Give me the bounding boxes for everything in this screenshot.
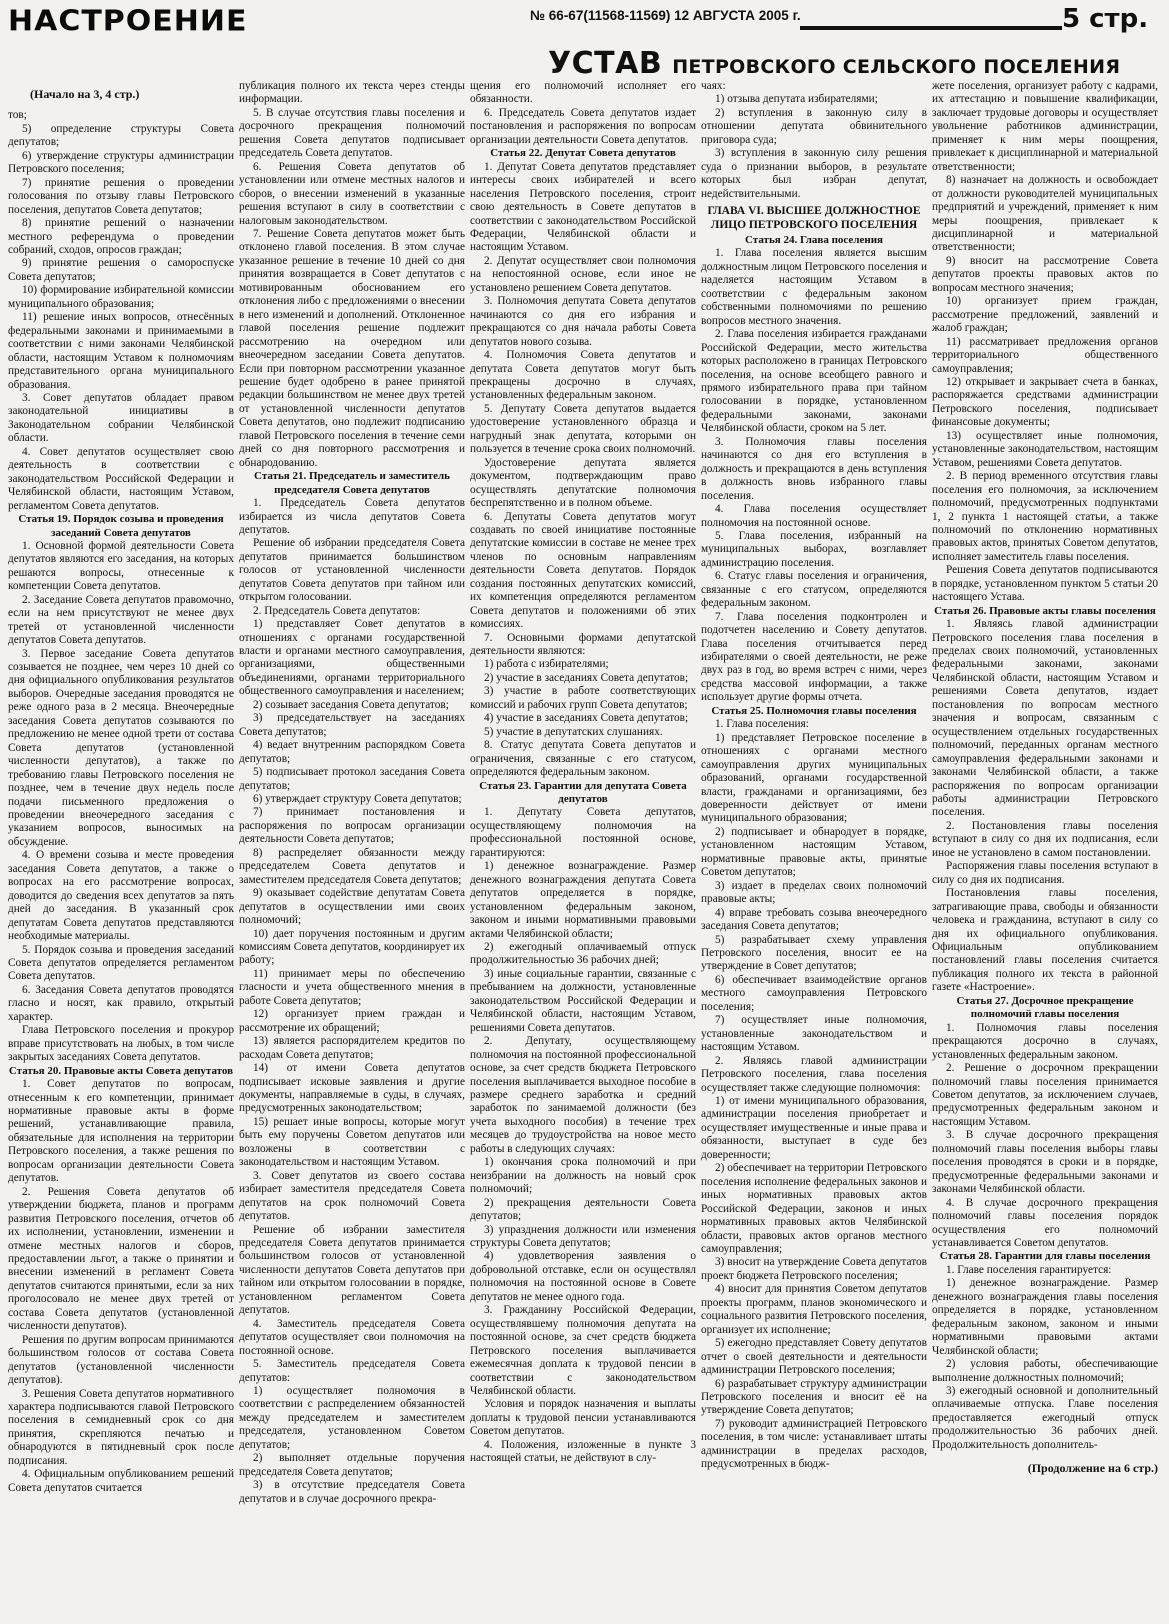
paragraph: 4. Полномочия Совета депутатов и депутата Совета депутатов могут быть прекращены досрочно в случаях, установленных федеральным законом. <box>470 349 696 402</box>
article-heading: Статья 25. Полномочия главы поселения <box>711 704 917 717</box>
masthead <box>0 0 1169 44</box>
paragraph: 6. Депутаты Совета депутатов могут создавать по своей инициативе постоянные депутатские комиссии в составе не менее трех членов по основным направлениям деятельности Совета депутатов. Порядок создания постоянных депутатских комиссий, их компетенция определяются регламентом Совета депутатов и положениями об этих комиссиях. <box>470 510 696 631</box>
paragraph: 3. Полномочия главы поселения начинаются со дня его вступления в должность и прекращаются в день вступления в должность вновь избранного главы поселения. <box>701 435 927 502</box>
paragraph: 5. Заместитель председателя Совета депутатов: <box>239 1358 465 1384</box>
paragraph: 1. Глава поселения: <box>715 718 809 731</box>
article-heading: Статья 22. Депутат Совета депутатов <box>490 147 676 160</box>
paragraph: 4) удовлетворения заявления о добровольной отставке, если он осуществлял полномочия на постоянной основе в Совете депутатов не менее одного года. <box>470 1250 696 1303</box>
paragraph: 5) разрабатывает схему управления Петровского поселения, вносит ее на утверждение в Совет депутатов; <box>701 933 927 973</box>
title-main: УСТАВ <box>548 46 663 81</box>
paragraph: Решения по другим вопросам принимаются большинством голосов от состава Совета депутатов (установленной численности депутатов). <box>8 1333 234 1387</box>
paragraph: 7) принимает постановления и распоряжения по вопросам организации деятельности Совета депутатов; <box>239 806 465 846</box>
paragraph: 4. Положения, изложенные в пункте 3 настоящей статьи, не действуют в слу- <box>470 1438 696 1465</box>
paragraph: 1) отзыва депутата избирателями; <box>715 93 878 106</box>
paragraph: 5) ежегодно представляет Совету депутатов отчет о своей деятельности и деятельности администрации Петровского поселения; <box>701 1337 927 1377</box>
paragraph: 4. Совет депутатов осуществляет свою деятельность в соответствии с законодательством Российской Федерации и Челябинской области, настоящим Уставом, регламентом Совета депутатов. <box>8 445 234 512</box>
paragraph: 1) представляет Петровское поселение в отношениях с органами местного самоуправления других муниципальных образований, органами государственной власти, гражданами и организациями, без доверенности действует от имени муниципального образования; <box>701 731 927 825</box>
paragraph: 4) участие в заседаниях Совета депутатов; <box>484 712 689 725</box>
article-heading: Статья 27. Досрочное прекращение полномочий главы поселения <box>956 994 1134 1021</box>
paragraph: 2) вступления в законную силу в отношении депутата обвинительного приговора суда; <box>701 106 927 146</box>
paragraph: жете поселения, организует работу с кадрами, их аттестацию и повышение квалификации, заключает трудовые договоры и осуществляет увольнение работников администрации, применяет к ним меры поощрения, привлекает к дисциплинарной и материальной ответственности; <box>932 80 1158 173</box>
paragraph: 10) дает поручения постоянным и другим комиссиям Совета депутатов, координирует их работу; <box>239 927 465 967</box>
paragraph: 2. Заседание Совета депутатов правомочно, если на нем присутствуют не менее двух третей от установленной численности депутатов Совета депутатов. <box>8 593 234 647</box>
paragraph: 8) распределяет обязанности между председателем Совета депутатов и заместителем председателя Совета депутатов; <box>239 846 465 886</box>
paragraph: 1) осуществляет полномочия в соответствии с распределением обязанностей между председателем и заместителем председателя, установленном Советом депутатов; <box>239 1384 465 1451</box>
paragraph: 3) председательствует на заседаниях Совета депутатов; <box>239 712 465 738</box>
paragraph: 11) принимает меры по обеспечению гласности и учета общественного мнения в работе Совета депутатов; <box>239 967 465 1007</box>
paragraph: 2) подписывает и обнародует в порядке, установленном настоящим Уставом, нормативные правовые акты, принятые Советом депутатов; <box>701 825 927 879</box>
paragraph: 13) является распорядителем кредитов по расходам Совета депутатов; <box>239 1035 465 1061</box>
paragraph: 2. Председатель Совета депутатов: <box>253 604 421 617</box>
paragraph: 2) участие в заседаниях Совета депутатов; <box>484 671 689 684</box>
paragraph: чаях: <box>701 80 726 92</box>
paragraph: 5) определение структуры Совета депутатов; <box>8 122 234 149</box>
paragraph: Удостоверение депутата является документом, подтверждающим право осуществлять депутатские полномочия беспрепятственно и в полном объеме. <box>470 456 696 510</box>
paragraph: 3. Решения Совета депутатов нормативного характера подписываются главой Петровского поселения в семидневный срок со дня принятия, скрепляются печатью и обнародуются в пятидневный срок после подписания. <box>8 1387 234 1467</box>
paragraph: 2. Решение о досрочном прекращении полномочий главы поселения принимается Советом депутатов, за исключением случаев, предусмотренных федеральным законом и настоящим Уставом. <box>932 1062 1158 1128</box>
paragraph: 4) вносит для принятия Советом депутатов проекты программ, планов экономического и социального развития Петровского поселения, организует их исполнение; <box>701 1283 927 1336</box>
paragraph: 14) от имени Совета депутатов подписывает исковые заявления и другие документы, направляемые в суды, в случаях, предусмотренных законодательством; <box>239 1062 465 1115</box>
paragraph: 2. Постановления главы поселения вступают в силу со дня их подписания, если иное не установлено в самом постановлении. <box>932 819 1158 859</box>
page-number: 5 стр. <box>1062 4 1149 34</box>
paragraph: 1. Полномочия главы поселения прекращаются досрочно в случаях, установленных федеральным законом. <box>932 1021 1158 1061</box>
paragraph: 3) упразднения должности или изменения структуры Совета депутатов; <box>470 1223 696 1249</box>
paragraph: 3) вносит на утверждение Совета депутатов проект бюджета Петровского поселения; <box>701 1256 927 1282</box>
paragraph: 6) обеспечивает взаимодействие органов местного самоуправления Петровского поселения; <box>701 973 927 1013</box>
paragraph: 7) осуществляет иные полномочия, установленные законодательством и настоящим Уставом. <box>701 1014 927 1054</box>
paragraph: 4) ведает внутренним распорядком Совета депутатов; <box>239 739 465 765</box>
paragraph: 2) созывает заседания Совета депутатов; <box>253 698 449 711</box>
title-sub: ПЕТРОВСКОГО СЕЛЬСКОГО ПОСЕЛЕНИЯ <box>672 56 1121 78</box>
paragraph: 7) принятие решения о проведении голосования по отзыву главы Петровского поселения, депутатов Совета депутатов; <box>8 176 234 216</box>
paragraph: 1. Основной формой деятельности Совета депутатов являются его заседания, на которых решаются вопросы, отнесенные к компетенции Совета депутатов. <box>8 539 234 593</box>
paragraph: Решения Совета депутатов подписываются в порядке, установленном пунктом 5 статьи 20 настоящего Устава. <box>932 564 1158 604</box>
paragraph: 10) формирование избирательной комиссии муниципального образования; <box>8 284 234 310</box>
continuation-note: (Начало на 3, 4 стр.) <box>30 87 140 101</box>
page-title <box>548 46 1120 81</box>
paragraph: 1) от имени муниципального образования, администрации поселения приобретает и осуществляет имущественные и иные права и обязанности, выступает в суде без доверенности; <box>701 1094 927 1161</box>
paragraph: 5) подписывает протокол заседания Совета депутатов; <box>239 766 465 792</box>
paragraph: 7. Основными формами депутатской деятельности являются: <box>470 631 696 658</box>
paragraph: Распоряжения главы поселения вступают в силу со дня их подписания. <box>932 860 1158 886</box>
column-3 <box>470 80 696 1620</box>
paragraph: 7) руководит администрацией Петровского поселения, в том числе: устанавливает штаты администрации в пределах расходов, предусмотренных в бюдж- <box>701 1417 927 1471</box>
issue-info: № 66-67(11568-11569) 12 АВГУСТА 2005 г. <box>530 8 801 23</box>
paragraph: 2. В период временного отсутствия главы поселения его полномочия, за исключением полномочий, предусмотренных подпунктами 1, 2 пункта 1 настоящей статьи, а также полномочий по отклонению нормативных правовых актов, принятых Советом депутатов, исполняет заместитель главы поселения. <box>932 470 1158 563</box>
paragraph: 13) осуществляет иные полномочия, установленные законодательством, настоящим Уставом, решениями Совета депутатов. <box>932 429 1158 469</box>
paragraph: 5. Депутату Совета депутатов выдается удостоверение установленного образца и нагрудный знак депутата, которыми он пользуется в течение срока своих полномочий. <box>470 402 696 456</box>
paragraph: 6. Решения Совета депутатов об установлении или отмене местных налогов и сборов, о внесении изменений в указанные решения вступают в силу в соответствии с налоговым законодательством. <box>239 160 465 227</box>
paragraph: 11) решение иных вопросов, отнесённых федеральными законами и принимаемыми в соответствии с ними законами Челябинской области, настоящим Уставом к полномочиям представительного органа муниципального образования. <box>8 311 234 391</box>
paragraph: щения его полномочий исполняет его обязанности. <box>470 80 696 106</box>
paragraph: Глава Петровского поселения и прокурор вправе присутствовать на любых, в том числе закрытых заседаниях Совета депутатов. <box>8 1024 234 1064</box>
paragraph: 3) издает в пределах своих полномочий правовые акты; <box>701 879 927 906</box>
paragraph: 3) участие в работе соответствующих комиссий и рабочих групп Совета депутатов; <box>470 685 696 711</box>
article-heading: Статья 21. Председатель и заместитель председателя Совета депутатов <box>254 470 450 496</box>
paragraph: 6) утверждает структуру Совета депутатов; <box>253 793 462 806</box>
paragraph: 1. Главе поселения гарантируется: <box>946 1263 1112 1276</box>
paragraph: 4. О времени созыва и месте проведения заседания Совета депутатов, а также о вопросах на его рассмотрение вопросах, доводится до сведения всех депутатов за пять дней до заседания. В указанный срок депутатам Совета депутатов представляются необходимые материалы. <box>8 849 234 943</box>
paragraph: 1) денежное вознаграждение. Размер денежного вознаграждения главы поселения определяется в порядке, установленном федеральным законом, законом и иными нормативными правовыми актами Челябинской области; <box>932 1277 1158 1357</box>
paragraph: 3. В случае досрочного прекращения полномочий главы поселения выборы главы поселения проводятся в сроки и в порядке, предусмотренные федеральными законами и законами Челябинской области. <box>932 1129 1158 1196</box>
paragraph: тов; <box>8 109 27 122</box>
paragraph: 2) выполняет отдельные поручения председателя Совета депутатов; <box>239 1452 465 1478</box>
paragraph: публикация полного их текста через стенды информации. <box>239 80 465 106</box>
paragraph: 11) рассматривает предложения органов территориального общественного самоуправления; <box>932 335 1158 375</box>
paragraph: 10) организует прием граждан, рассмотрение предложений, заявлений и жалоб граждан; <box>932 295 1158 335</box>
paragraph: 2) прекращения деятельности Совета депутатов; <box>470 1196 696 1223</box>
paragraph: Решение об избрании заместителя председателя Совета депутатов принимается большинством голосов от установленной численности депутатов Совета депутатов при тайном или открытом голосовании в порядке, установленном регламентом Совета депутатов. <box>239 1223 465 1317</box>
paragraph: 2) ежегодный оплачиваемый отпуск продолжительностью 36 рабочих дней; <box>470 941 696 967</box>
paragraph: 2. Депутат осуществляет свои полномочия на непостоянной основе, если иное не установлено решением Совета депутатов. <box>470 254 696 294</box>
chapter-heading: ГЛАВА VI. ВЫСШЕЕ ДОЛЖНОСТНОЕ ЛИЦО ПЕТРОВСКОГО ПОСЕЛЕНИЯ <box>707 205 921 231</box>
article-heading: Статья 20. Правовые акты Совета депутатов <box>8 1064 234 1077</box>
newspaper-name: НАСТРОЕНИЕ <box>8 4 248 39</box>
paragraph: 7. Решение Совета депутатов может быть отклонено главой поселения. В этом случае указанное решение в течение 10 дней со дня принятия возвращается в Совет депутатов с мотивированным обоснованием его отклонения либо с предложениями о внесении в него изменений и дополнений. Отклоненное главой поселения решение подлежит рассмотрению на очередном или внеочередном заседании Совета депутатов. Если при повторном рассмотрении указанное решение будет одобрено в ранее принятой редакции большинством не менее двух третей от установленной численности депутатов Совета депутатов, оно подлежит подписанию главой Петровского поселения в течение семи дней со дня повторного рассмотрения и обнародованию. <box>239 227 465 469</box>
paragraph: 1) работа с избирателями; <box>484 658 609 671</box>
paragraph: 3. Гражданину Российской Федерации, осуществлявшему полномочия депутата на постоянной основе, за счет средств бюджета Петровского поселения выплачивается ежемесячная доплата к трудовой пенсии в соответствии с законодательством Челябинской области. <box>470 1304 696 1397</box>
paragraph: Постановления главы поселения, затрагивающие права, свободы и обязанности человека и гражданина, вступают в силу со дня их официального опубликования. Официальным опубликованием постановлений главы поселения считается публикация полного их текста в районной газете «Настроение». <box>932 887 1158 994</box>
paragraph: 4. В случае досрочного прекращения полномочий главы поселения порядок осуществления его полномочий устанавливается Советом депутатов. <box>932 1196 1158 1249</box>
paragraph: 2. Депутату, осуществляющему полномочия на постоянной профессиональной основе, за счет средств бюджета Петровского поселения выплачивается выходное пособие в размере среднего заработка и средний заработок по занимаемой должности (без учета выходного пособия) в течение трех месяцев до трудоустройства на новое место работы в следующих случаях: <box>470 1035 696 1155</box>
paragraph: 6. Статус главы поселения и ограничения, связанные с его статусом, определяются федеральным законом. <box>701 570 927 610</box>
paragraph: 12) открывает и закрывает счета в банках, распоряжается средствами администрации Петровского поселения, подписывает финансовые документы; <box>932 375 1158 429</box>
paragraph: 1. Депутат Совета депутатов представляет интересы своих избирателей и всего населения Петровского поселения, строит свою деятельность в Совете депутатов в соответствии с законодательством Российской Федерации, Челябинской области и настоящим Уставом. <box>470 160 696 254</box>
paragraph: 1. Депутату Совета депутатов, осуществляющему полномочия на профессиональной постоянной основе, гарантируются: <box>470 806 696 859</box>
paragraph: 2) обеспечивает на территории Петровского поселения исполнение федеральных законов и иных нормативных правовых актов Российской Федерации, законов и иных нормативных правовых актов Челябинской области, правовых актов органов местного самоуправления; <box>701 1162 927 1255</box>
paragraph: 4. Официальным опубликованием решений Совета депутатов считается <box>8 1468 234 1494</box>
paragraph: 5. Порядок созыва и проведения заседаний Совета депутатов определяется регламентом Совета депутатов. <box>8 943 234 983</box>
paragraph: 1. Председатель Совета депутатов избирается из числа депутатов Совета депутатов. <box>239 497 465 536</box>
paragraph: 3) ежегодный основной и дополнительный оплачиваемые отпуска. Главе поселения предоставляется ежегодный отпуск продолжительностью 36 рабочих дней. Продолжительность дополнитель- <box>932 1384 1158 1451</box>
paragraph: 9) вносит на рассмотрение Совета депутатов проекты правовых актов по вопросам местного значения; <box>932 254 1158 294</box>
paragraph: 3) в отсутствие председателя Совета депутатов и в случае досрочного прекра- <box>239 1479 465 1505</box>
column-5 <box>932 80 1158 1620</box>
paragraph: Условия и порядок назначения и выплаты доплаты к трудовой пенсии устанавливаются Советом депутатов. <box>470 1398 696 1438</box>
paragraph: 4. Глава поселения осуществляет полномочия на постоянной основе. <box>701 503 927 529</box>
paragraph: 7. Глава поселения подконтролен и подотчетен населению и Совету депутатов. Глава поселения отчитывается перед избирателями о своей деятельности, не реже двух раз в год, во время встреч с ними, через средства массовой информации, а также использует другие формы отчета. <box>701 610 927 704</box>
paragraph: 3) иные социальные гарантии, связанные с пребыванием на должности, установленные законодательством Российской Федерации и Челябинской области, настоящим Уставом, решениями Совета депутатов. <box>470 967 696 1034</box>
paragraph: 2. Являясь главой администрации Петровского поселения, глава поселения осуществляет также следующие полномочия: <box>701 1054 927 1094</box>
article-heading: Статья 28. Гарантии для главы поселения <box>939 1250 1151 1263</box>
article-heading: Статья 24. Глава поселения <box>744 233 883 246</box>
paragraph: 8) назначает на должность и освобождает от должности руководителей муниципальных предприятий и учреждений, применяет к ним меры поощрения, привлекает к дисциплинарной и материальной ответственности; <box>932 174 1158 254</box>
paragraph: 1. Глава поселения является высшим должностным лицом Петровского поселения и наделяется настоящим Уставом в соответствии с федеральным законом собственными полномочиями по решению вопросов местного значения. <box>701 247 927 327</box>
paragraph: 3. Полномочия депутата Совета депутатов начинаются со дня его избрания и прекращаются со дня начала работы Совета депутатов нового созыва. <box>470 295 696 348</box>
paragraph: 1. Совет депутатов по вопросам, отнесенным к его компетенции, принимает нормативные правовые акты в форме решений, устанавливающие правила, обязательные для исполнения на территории Петровского поселения, а также решения по вопросам организации деятельности Совета депутатов. <box>8 1078 234 1185</box>
paragraph: 6. Заседания Совета депутатов проводятся гласно и носят, как правило, открытый характер. <box>8 983 234 1023</box>
paragraph: 2. Решения Совета депутатов об утверждении бюджета, планов и программ развития Петровского поселения, отчетов об их исполнении, установлении, изменении и отмене местных налогов и сборов, предоставлении льгот, а также о принятии и внесении изменений в регламент Совета депутатов считаются принятыми, если за них проголосовало не менее двух третей от состава Совета депутатов (установленной численности депутатов). <box>8 1185 234 1333</box>
paragraph: 8) принятие решений о назначении местного референдума о проведении собраний, сходов, опросов граждан; <box>8 217 234 256</box>
paragraph: 5. В случае отсутствия главы поселения и досрочного прекращения полномочий решения Совета депутатов подписывает председатель Совета депутатов. <box>239 106 465 160</box>
article-heading: Статья 23. Гарантии для депутата Совета депутатов <box>479 779 687 806</box>
paragraph: 1) представляет Совет депутатов в отношениях с органами государственной власти и органами местного самоуправления, организациями, общественными объединениями, органами территориального общественного самоуправления и населением; <box>239 618 465 698</box>
paragraph: 1) денежное вознаграждение. Размер денежного вознаграждения депутата Совета депутатов определяется в порядке, установленном федеральным законом, законом и иными нормативными правовыми актами Челябинской области; <box>470 860 696 940</box>
header-rule <box>800 26 1062 30</box>
paragraph: 9) принятие решения о самороспуске Совета депутатов; <box>8 257 234 283</box>
paragraph: 8. Статус депутата Совета депутатов и ограничения, связанные с его статусом, определяются федеральным законом. <box>470 739 696 779</box>
paragraph: 3. Совет депутатов из своего состава избирает заместителя председателя Совета депутатов на срок полномочий Совета депутатов. <box>239 1169 465 1223</box>
column-1 <box>8 80 234 1620</box>
article-heading: Статья 26. Правовые акты главы поселения <box>934 604 1156 617</box>
continuation-note: (Продолжение на 6 стр.) <box>1027 1461 1158 1476</box>
paragraph: 12) организует прием граждан и рассмотрение их обращений; <box>239 1008 465 1034</box>
paragraph: 2) условия работы, обеспечивающие выполнение должностных полномочий; <box>932 1358 1158 1384</box>
paragraph: 5. Глава поселения, избранный на муниципальных выборах, возглавляет администрацию поселения. <box>701 529 927 569</box>
paragraph: 2. Глава поселения избирается гражданами Российской Федерации, место жительства которых расположено в границах Петровского поселения, на основе всеобщего равного и прямого избирательного права при тайном голосовании в порядке, установленном федеральными законами, законами Челябинской области, сроком на 5 лет. <box>701 328 927 435</box>
paragraph: 6. Председатель Совета депутатов издает постановления и распоряжения по вопросам организации деятельности Совета депутатов. <box>470 106 696 146</box>
paragraph: Решение об избрании председателя Совета депутатов принимается большинством голосов от установленной численности депутатов Совета депутатов при тайном или открытом голосовании. <box>239 537 465 604</box>
paragraph: 1. Являясь главой администрации Петровского поселения глава поселения в пределах своих полномочий, установленных федеральными законами, законами Челябинской области, настоящим Уставом и решениями Совета депутатов, издает постановления по вопросам местного значения и вопросам, связанным с осуществлением отдельных государственных полномочий, переданных органам местного самоуправления федеральными законами и законами Челябинской области, а также распоряжения по вопросам организации работы администрации Петровского поселения. <box>932 618 1158 819</box>
paragraph: 3. Первое заседание Совета депутатов созывается не позднее, чем через 10 дней со дня официального опубликования результатов выборов. Очередные заседания проводятся не реже одного раза в 2 месяца. Внеочередные заседания Совета депутатов созываются по предложению не менее одной трети от состава Совета депутатов (установленной численности депутатов), а также по требованию главы Петровского поселения не позднее, чем в течение двух недель после подачи письменного предложения о проведении внеочередного заседания с указанием вопросов, выносимых на обсуждение. <box>8 647 234 848</box>
article-heading: Статья 19. Порядок созыва и проведения заседаний Совета депутатов <box>18 513 224 539</box>
paragraph: 4. Заместитель председателя Совета депутатов осуществляет свои полномочия на постоянной основе. <box>239 1317 465 1357</box>
paragraph: 1) окончания срока полномочий и при неизбрании на должность на новый срок полномочий; <box>470 1156 696 1196</box>
paragraph: 4) вправе требовать созыва внеочередного заседания Совета депутатов; <box>701 906 927 933</box>
column-2 <box>239 80 465 1620</box>
paragraph: 5) участие в депутатских слушаниях. <box>484 725 663 738</box>
column-4 <box>701 80 927 1620</box>
paragraph: 15) решает иные вопросы, которые могут быть ему поручены Советом депутатов или возложены в соответствии с законодательством и настоящим Уставом. <box>239 1115 465 1169</box>
paragraph: 9) оказывает содействие депутатам Совета депутатов в осуществлении ими своих полномочий; <box>239 887 465 927</box>
paragraph: 6) разрабатывает структуру администрации Петровского поселения и вносит её на утверждение Совета депутатов; <box>701 1377 927 1417</box>
paragraph: 6) утверждение структуры администрации Петровского поселения; <box>8 149 234 176</box>
article-columns <box>8 80 1158 1620</box>
paragraph: 3. Совет депутатов обладает правом законодательной инициативы в Законодательном собрании Челябинской области. <box>8 391 234 445</box>
paragraph: 3) вступления в законную силу решения суда о признании выборов, в результате которых был избран депутат, недействительными. <box>701 147 927 200</box>
